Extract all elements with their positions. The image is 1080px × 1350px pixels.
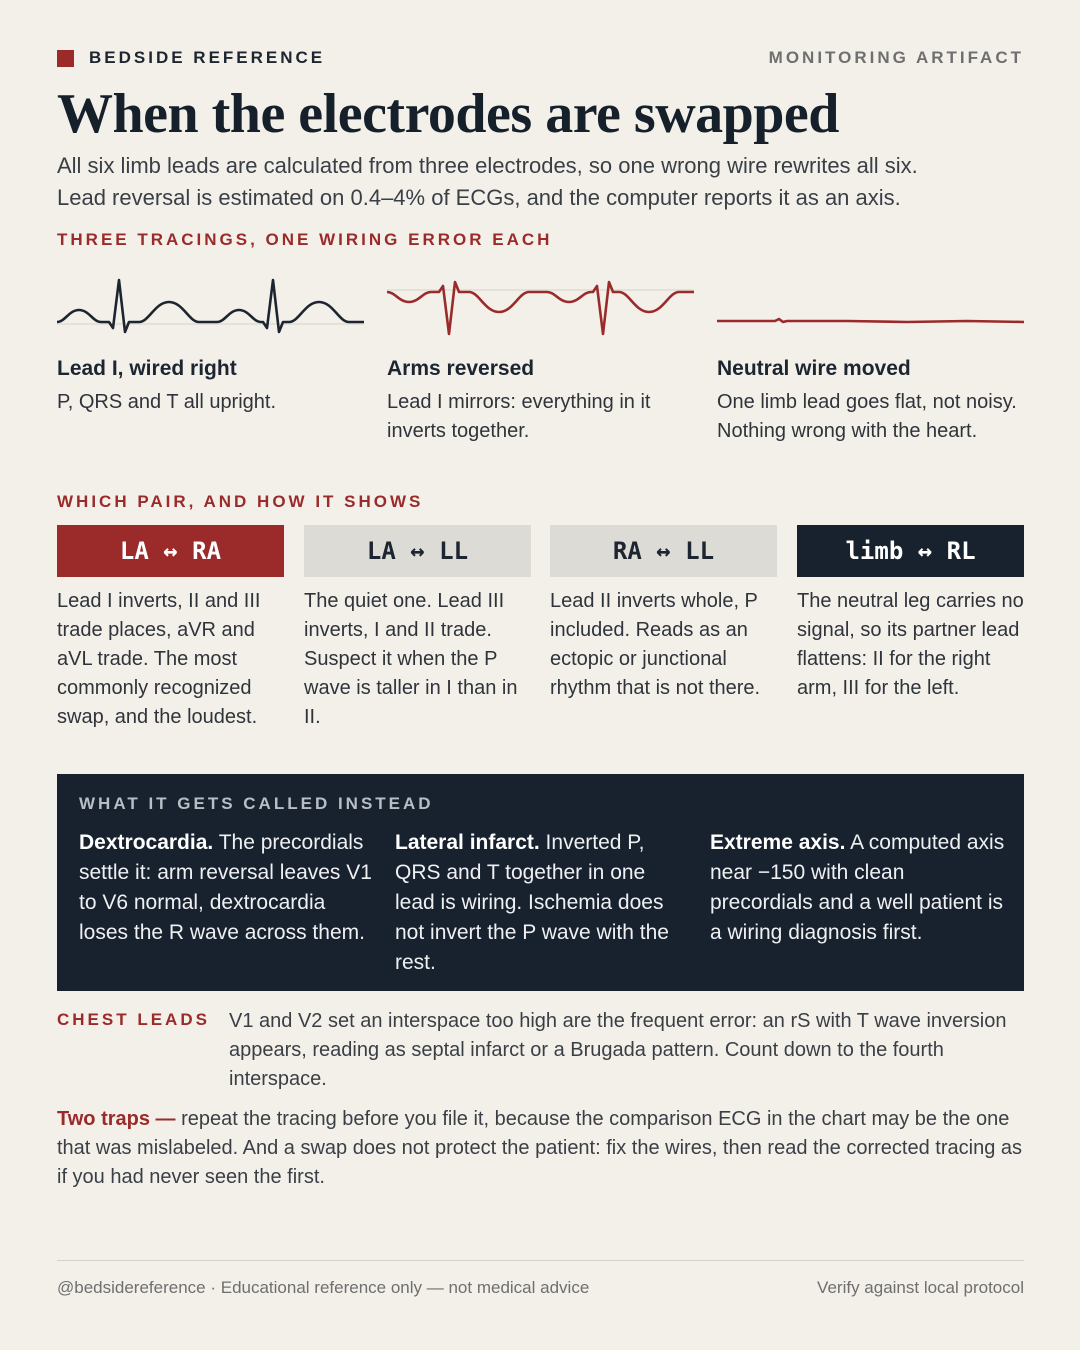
callout-item-lead: Extreme axis. bbox=[710, 831, 846, 854]
page-title: When the electrodes are swapped bbox=[57, 83, 839, 145]
topic-label: MONITORING ARTIFACT bbox=[768, 48, 1024, 67]
callout-item-lead: Dextrocardia. bbox=[79, 831, 214, 854]
callout-item-dextrocardia bbox=[79, 828, 374, 948]
tracing-title: Neutral wire moved bbox=[717, 357, 911, 380]
brand-mark bbox=[57, 50, 74, 67]
intro bbox=[57, 150, 1024, 214]
pair-heading: LA ↔ RA bbox=[57, 525, 284, 577]
tracing-title: Lead I, wired right bbox=[57, 357, 237, 380]
tracing-arms-reversed bbox=[387, 272, 694, 352]
pair-heading: RA ↔ LL bbox=[550, 525, 777, 577]
pair-description: The neutral leg carries no signal, so its partner lead flattens: II for the right arm, III for the left. bbox=[797, 590, 1024, 699]
tracing-neutral-moved bbox=[717, 272, 1024, 352]
footer-note: Verify against local protocol bbox=[817, 1278, 1024, 1297]
pair-la-ra bbox=[57, 525, 284, 732]
pair-heading: LA ↔ LL bbox=[304, 525, 531, 577]
callout-item-lead: Lateral infarct. bbox=[395, 831, 540, 854]
intro-line-1: All six limb leads are calculated from three electrodes, so one wrong wire rewrites all six. bbox=[57, 153, 918, 178]
callout-item-text: Inverted P, QRS and T together in one lead is wiring. Ischemia does not invert the P wave with the rest. bbox=[395, 831, 669, 974]
tracing-caption-2 bbox=[387, 354, 687, 446]
traps-lead: Two traps — bbox=[57, 1108, 176, 1130]
tracings-label: THREE TRACINGS, ONE WIRING ERROR EACH bbox=[57, 230, 553, 249]
tracing-title: Arms reversed bbox=[387, 357, 535, 380]
top-bar bbox=[57, 48, 1024, 70]
pair-la-ll bbox=[304, 525, 531, 732]
ecg-normal-graphic bbox=[57, 272, 364, 352]
tracing-caption-1 bbox=[57, 354, 357, 417]
brand-name: BEDSIDE REFERENCE bbox=[89, 48, 326, 67]
traps-text: repeat the tracing before you file it, because the comparison ECG in the chart may be the one that was mislabeled. And a swap does not protect the patient: fix the wires, then read the corrected tracing as if you had never seen the first. bbox=[57, 1108, 1022, 1188]
tracing-caption-3 bbox=[717, 354, 1017, 446]
footer-divider bbox=[57, 1260, 1024, 1261]
ecg-flat-graphic bbox=[717, 272, 1024, 352]
pair-description: The quiet one. Lead III inverts, I and II trade. Suspect it when the P wave is taller in I than in II. bbox=[304, 590, 518, 728]
chest-leads-label: CHEST LEADS bbox=[57, 1010, 210, 1029]
callout-item-lateral-infarct bbox=[395, 828, 690, 978]
pair-heading: limb ↔ RL bbox=[797, 525, 1024, 577]
callout-item-text: The precordials settle it: arm reversal leaves V1 to V6 normal, dextrocardia loses the R wave across them. bbox=[79, 831, 372, 944]
misdiagnosis-callout bbox=[57, 774, 1024, 991]
tracing-description: P, QRS and T all upright. bbox=[57, 391, 277, 413]
tracing-normal bbox=[57, 272, 364, 352]
pairs-label: WHICH PAIR, AND HOW IT SHOWS bbox=[57, 492, 424, 511]
intro-line-2: Lead reversal is estimated on 0.4–4% of ECGs, and the computer reports it as an axis. bbox=[57, 185, 901, 210]
callout-item-extreme-axis bbox=[710, 828, 1005, 948]
pair-description: Lead II inverts whole, P included. Reads as an ectopic or junctional rhythm that is not there. bbox=[550, 590, 761, 699]
tracing-description: One limb lead goes flat, not noisy. Nothing wrong with the heart. bbox=[717, 391, 1017, 442]
pair-ra-ll bbox=[550, 525, 777, 703]
pair-limb-rl bbox=[797, 525, 1024, 703]
pair-description: Lead I inverts, II and III trade places, aVR and aVL trade. The most commonly recognized swap, and the loudest. bbox=[57, 590, 261, 728]
chest-leads-text: V1 and V2 set an interspace too high are the frequent error: an rS with T wave inversion appears, reading as septal infarct or a Brugada pattern. Count down to the fourth interspace. bbox=[229, 1010, 1007, 1090]
callout-label: WHAT IT GETS CALLED INSTEAD bbox=[79, 794, 434, 813]
ecg-inverted-graphic bbox=[387, 272, 694, 352]
footer-disclaimer: @bedsidereference · Educational reference only — not medical advice bbox=[57, 1278, 590, 1297]
two-traps-note bbox=[57, 1105, 1024, 1192]
ecg-tracings bbox=[57, 272, 1024, 352]
tracing-description: Lead I mirrors: everything in it inverts together. bbox=[387, 391, 651, 442]
callout-item-text: A computed axis near −150 with clean precordials and a well patient is a wiring diagnosis first. bbox=[710, 831, 1005, 944]
